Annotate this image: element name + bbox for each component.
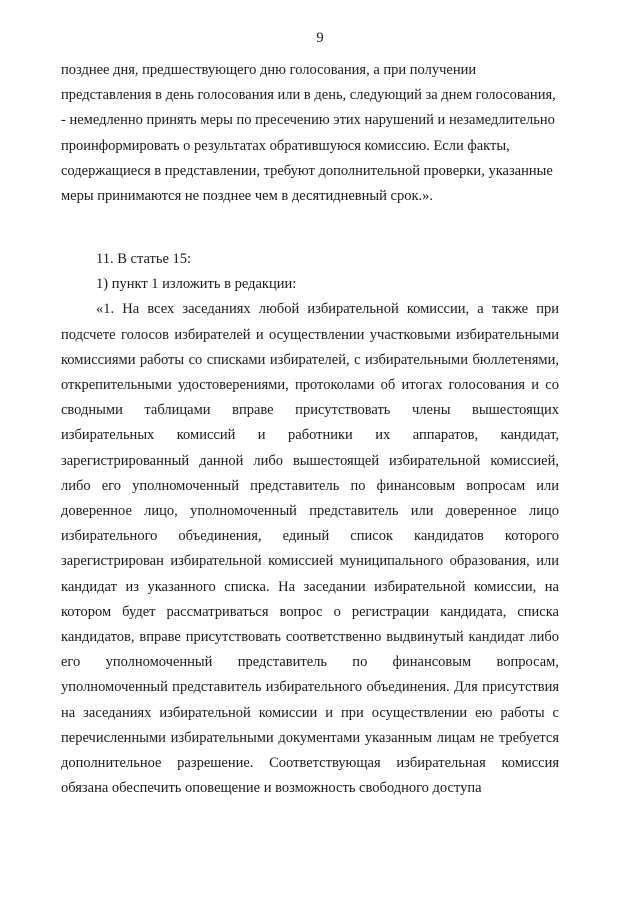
text-block-top <box>61 58 559 209</box>
paragraph-continuation: позднее дня, предшествующего дню голосования, а при получении представления в день голосования или в день, следующий за днем голосования, - немедленно принять меры по пресечению этих нарушений и незамедлительно проинформировать о результатах обратившуюся комиссию. Если факты, содержащиеся в представлении, требуют дополнительной проверки, указанные меры принимаются не позднее чем в десятидневный срок.». <box>61 62 556 205</box>
paragraph-article-heading: 11. В статье 15: <box>96 251 192 267</box>
page-number: 9 <box>316 30 324 46</box>
paragraph-item-intro: 1) пункт 1 изложить в редакции: <box>96 276 297 293</box>
text-block-main <box>61 247 559 801</box>
paragraph-quoted-text: «1. На всех заседаниях любой избирательной комиссии, а также при подсчете голосов избирателей и осуществлении участковыми избирательными комиссиями работы со списками избирателей, с избирательными бюллетенями, открепительными удостоверениями, протоколами об итогах голосования и со сводными таблицами вправе присутствовать члены вышестоящих избирательных комиссий и работники их аппаратов, кандидат, зарегистрированный данной либо вышестоящей избирательной комиссией, либо его уполномоченный представитель по финансовым вопросам или доверенное лицо, уполномоченный представитель или доверенное лицо избирательного объединения, единый список кандидатов которого зарегистрирован избирательной комиссией муниципального образования, или кандидат из указанного списка. На заседании избирательной комиссии, на котором будет рассматриваться вопрос о регистрации кандидата, списка кандидатов, вправе присутствовать соответственно выдвинутый кандидат либо его уполномоченный представитель по финансовым вопросам, уполномоченный представитель избирательного объединения. Для присутствия на заседаниях избирательной комиссии и при осуществлении ею работы с перечисленными избирательными документами указанным лицам не требуется дополнительное разрешение. Соответствующая избирательная комиссия обязана обеспечить оповещение и возможность свободного доступа <box>61 301 559 797</box>
